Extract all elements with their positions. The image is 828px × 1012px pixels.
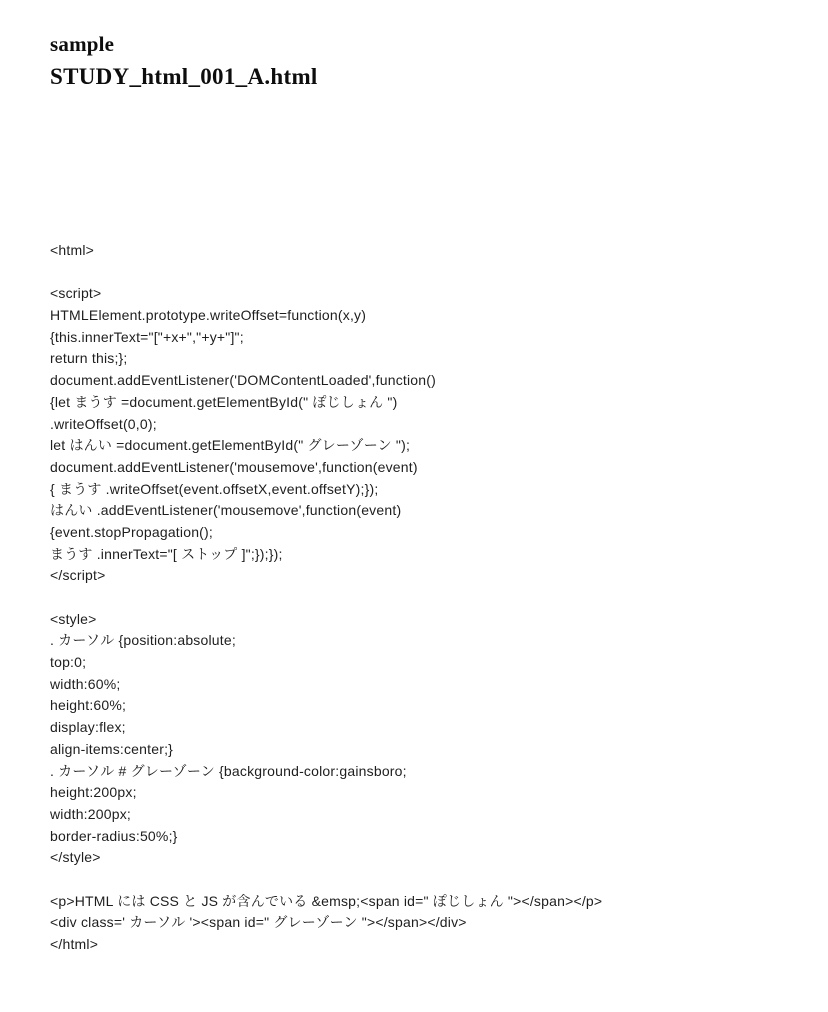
page-title: sample — [50, 32, 115, 56]
code-line: </script> — [50, 567, 106, 584]
code-line: display:flex; — [50, 719, 126, 736]
code-line: <div class=' カーソル '><span id=" グレーゾーン "></span></div> — [50, 914, 467, 931]
code-line: .writeOffset(0,0); — [50, 415, 157, 432]
code-line: <script> — [50, 285, 102, 302]
code-line: document.addEventListener('mousemove',function(event) — [50, 458, 418, 475]
code-line: align-items:center;} — [50, 740, 174, 757]
code-line — [50, 262, 808, 284]
code-line: top:0; — [50, 654, 87, 671]
code-line: <html> — [50, 242, 94, 258]
code-line: HTMLElement.prototype.writeOffset=function(x,y) — [50, 307, 367, 324]
code-line: document.addEventListener('DOMContentLoaded',function() — [50, 372, 437, 389]
code-line — [50, 869, 808, 891]
code-line: はんい .addEventListener('mousemove',function(event) — [50, 502, 402, 519]
code-line: </html> — [50, 936, 99, 952]
code-line: {this.innerText="["+x+","+y+"]"; — [50, 328, 244, 345]
code-line — [50, 587, 808, 609]
code-line: let はんい =document.getElementById(" グレーゾーン "); — [50, 437, 411, 454]
file-name-title: STUDY_html_001_A.html — [50, 64, 318, 89]
code-line: width:60%; — [50, 675, 121, 692]
title-block — [50, 32, 318, 90]
code-line: <style> — [50, 610, 97, 627]
code-line: height:200px; — [50, 784, 137, 801]
code-line: return this;}; — [50, 350, 128, 367]
code-line: <p>HTML には CSS と JS が含んでいる &emsp;<span id=" ぽじしょん "></span></p> — [50, 892, 603, 909]
code-listing — [50, 240, 808, 956]
code-line: まうす .innerText="[ ストップ ]";});}); — [50, 545, 283, 562]
code-line: {event.stopPropagation(); — [50, 523, 213, 540]
code-line: {let まうす =document.getElementById(" ぽじしょん ") — [50, 393, 398, 410]
code-line: </style> — [50, 849, 101, 866]
code-line: . カーソル # グレーゾーン {background-color:gainsboro; — [50, 762, 407, 779]
code-line: . カーソル {position:absolute; — [50, 632, 236, 649]
code-line: { まうす .writeOffset(event.offsetX,event.offsetY);}); — [50, 480, 379, 497]
code-line: width:200px; — [50, 805, 132, 822]
code-line: height:60%; — [50, 697, 127, 714]
code-line: border-radius:50%;} — [50, 827, 178, 844]
